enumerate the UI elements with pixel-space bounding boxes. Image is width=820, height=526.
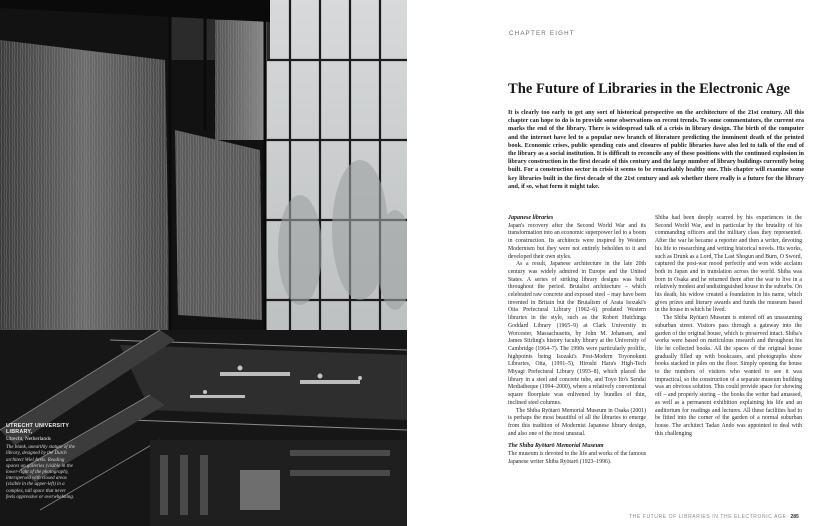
caption-text: The blank, unearthly stature of the library, designed by the Dutch architect Wiel Arets. Reading spaces on galleries (visible in the lower-right of the photograph), interspersed with closed areas (visible in the upper-left) in a complex, tall space that never feels oppressive or overwhelming. [6,445,75,500]
running-footer [629,514,799,520]
caption-location: Utrecht, Netherlands [6,435,51,442]
paragraph: Japan's recovery after the Second World War and its transformation into an economic superpower led to a boom in construction. Its architects were inspired by Western Modernism but they were not entirely beholden to it and developed their own styles. [508,222,646,260]
intro-paragraph: It is clearly too early to get any sort of historical perspective on the architecture of the 21st century. All this chapter can hope to do is to provide some observations on recent trends. To some commentators, the current era marks the end of the library. There is widespread talk of a crisis in library design. The birth of the computer and the internet have led to a popular new branch of literature predicting the imminent death of the printed book. Economic crises, public spending cuts and closures of public libraries have also led to talk of the end of the library as a social institution. It is difficult to reconcile any of these positions with the continued explosion in library construction in the first decade of this century and the large number of library buildings currently being built. For a construction sector in crisis it seems to be remarkably healthy one. This chapter will examine some key libraries built in the first decade of the 21st century and ask whether there really is a future for the library and, if so, what form it might take. [508,109,804,190]
chapter-title: The Future of Libraries in the Electronic Age [508,81,790,97]
paragraph: As a result, Japanese architecture in the late 20th century was widely admired in Europe and the United States. A series of striking library designs was built throughout the period. Brutalist architecture – which celebrated raw concrete and exposed steel – may have been invented in Britain but the Brutalism of Arata Isozaki's Oita Prefectural Library (1962–6) predated Western libraries in the style, such as the Robert Hutchings Goddard Library (1965–9) at Clark University in Worcester, Massachusetts, by John M. Johansen, and James Stirling's history faculty library at the University of Cambridge (1964–7). The 1990s were particularly prolific, highpoints being Isozaki's Post-Modern Toyonokuni Libraries, Oita, (1991–5), Hiroshi Hara's High-Tech Miyagi Prefectural Library (1993–8), which placed the library in a steel and concrete tube, and Toyo Ito's Sendai Mediatheque (1994–2000), where a relatively conventional square floorplate was enlivened by bundles of thin, inclined steel columns. [508,261,646,406]
paragraph: The Shiba Ryōtarō Museum is entered off an unassuming suburban street. Visitors pass through a gateway into the garden of the original house, which is preserved intact. Shiba's works were based on meticulous research and throughout his life he collected books. All the spaces of the original house gradually filled up with bookcases, and photographs show books stacked in piles on the floor. Simply opening the house to the numbers of visitors who wanted to see it was impractical, so the construction of a separate museum building was an obvious solution. This could provide space for showing off – and properly storing – the books the writer had amassed, as well as a permanent exhibition explaining his life and an auditorium for readings and lectures. All these facilities had to be fitted into the corner of the garden of a normal suburban house. The architect Tadao Ando was appointed to deal with this challenging [655,315,802,437]
section-heading-japanese-libraries: Japanese libraries [508,215,554,221]
paragraph: The museum is devoted to the life and works of the famous Japanese writer Shiba Ryōtarō (1923–1996). [508,451,646,465]
page-number: 285 [790,514,799,520]
footer-title: THE FUTURE OF LIBRARIES IN THE ELECTRONIC AGE [629,514,787,520]
paragraph: The Shiba Ryōtarō Memorial Museum in Osaka (2001) is perhaps the most beautiful of all the libraries to emerge from this tradition of Modernist Japanese library design, and also one of the most unusual. [508,407,646,437]
section-heading-shiba-museum: The Shiba Ryōtarō Memorial Museum [508,443,604,450]
text-page [407,0,820,526]
text-column-right [655,215,802,438]
text-column-left [508,215,646,467]
chapter-label: CHAPTER EIGHT [509,30,575,37]
photo-caption [6,423,76,501]
caption-title: UTRECHT UNIVERSITY LIBRARY, [6,423,70,436]
paragraph: Shiba had been deeply scarred by his experiences in the Second World War, and in particular by the brutality of his commanding officers and the military class they represented. After the war he became a reporter and then a writer, devoting his life to researching and writing historical novels. His works, such as Drunk as a Lord, The Last Shogun and Burn, O Sword, captured the post-war mood perfectly and won wide acclaim both in Japan and in translation across the world. Shiba was born in Osaka and he returned there after the war to live in a relatively modest and undistinguished house in the suburbs. On his death, his widow created a foundation in his name, which gives prizes and literary awards and funds the museum based in the house in which he lived. [655,215,802,314]
library-photograph [0,0,407,526]
